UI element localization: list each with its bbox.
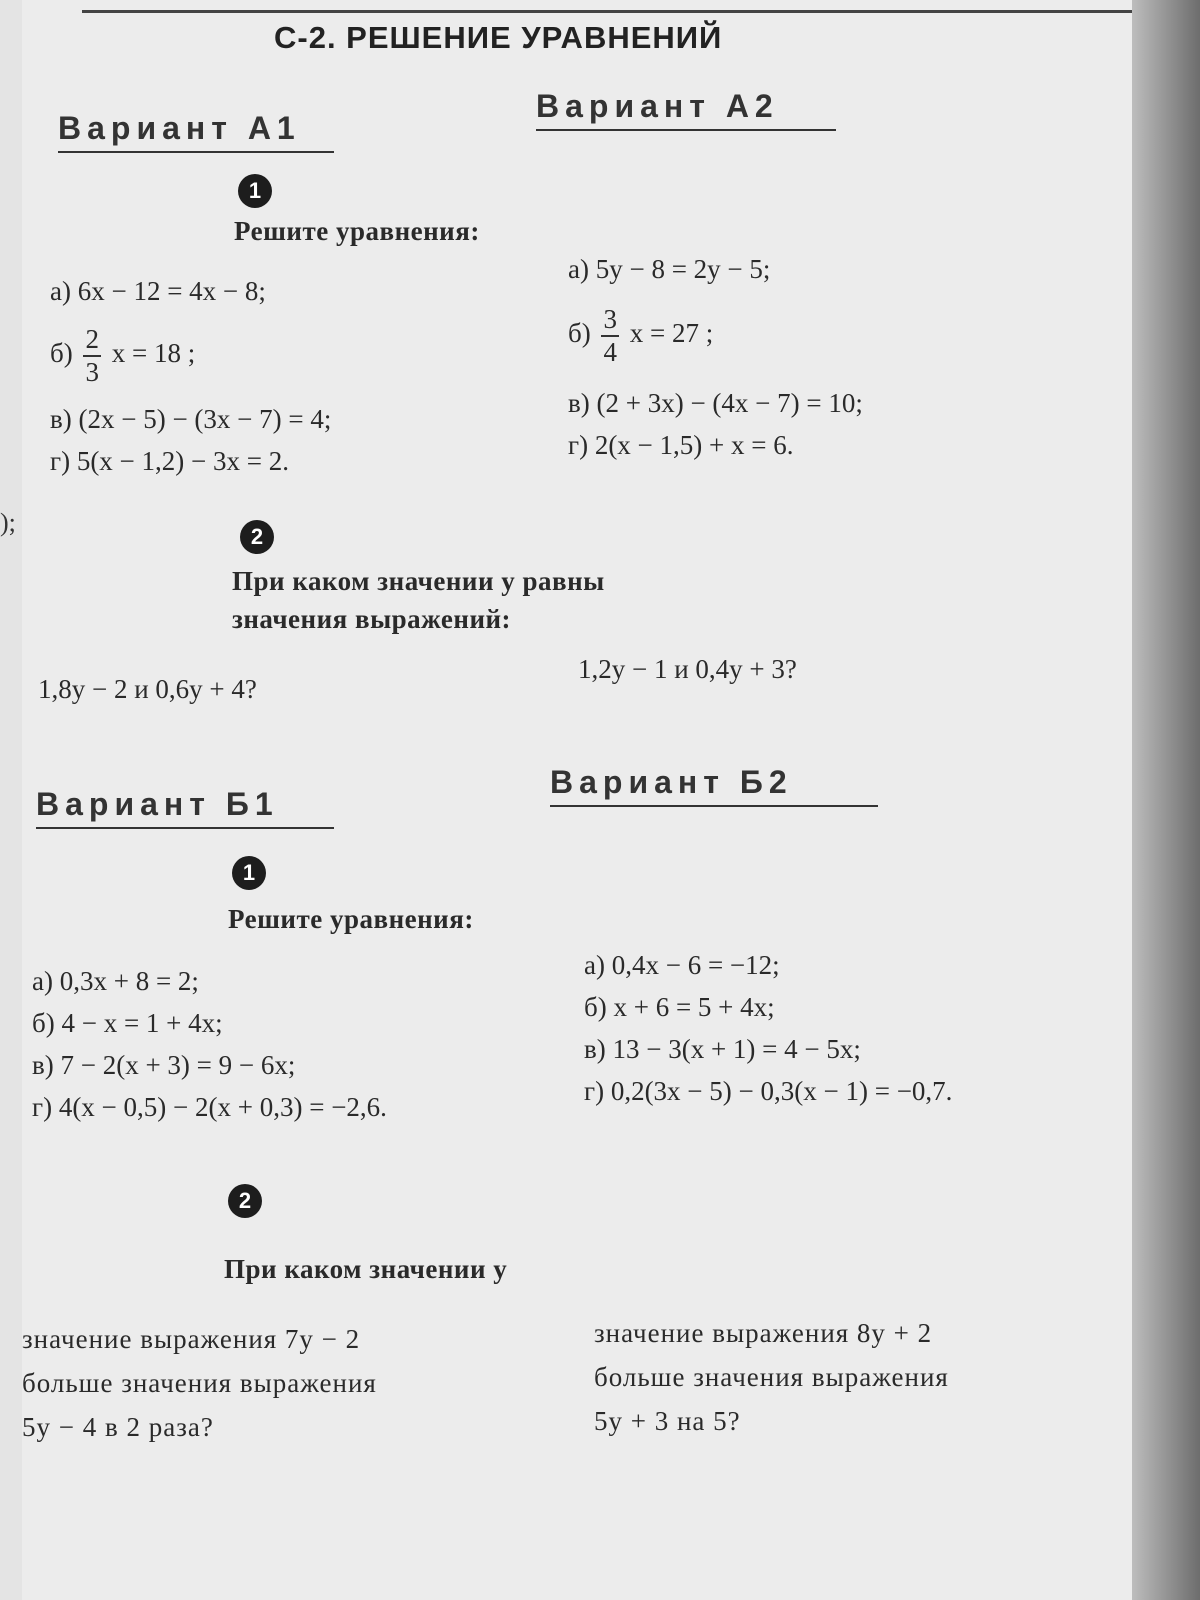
- page-shadow: [1132, 0, 1200, 1600]
- b1-task2-line1: значение выражения 7y − 2: [22, 1324, 361, 1354]
- variant-a1-heading: Вариант А1: [58, 110, 334, 153]
- b2-equation-a: а) 0,4x − 6 = −12;: [584, 950, 780, 980]
- left-page-edge: [0, 0, 22, 1600]
- task2-prompt-a-line2: значения выражений:: [232, 604, 512, 634]
- b1-equation-g: г) 4(x − 0,5) − 2(x + 0,3) = −2,6.: [32, 1092, 387, 1122]
- fraction: $\frac{2}{3}$: [85, 324, 99, 387]
- worksheet-page: [22, 0, 1132, 1600]
- b1-task2-line2: больше значения выражения: [22, 1368, 377, 1398]
- b1-equation-v: в) 7 − 2(x + 3) = 9 − 6x;: [32, 1050, 296, 1080]
- margin-text: );: [0, 508, 16, 537]
- b1-task2-line3: 5y − 4 в 2 раза?: [22, 1412, 214, 1442]
- task1-number-badge-a: 1: [238, 174, 272, 208]
- task2-number-badge-a: 2: [240, 520, 274, 554]
- b2-equation-b: б) x + 6 = 5 + 4x;: [584, 992, 775, 1022]
- task1-prompt-a: Решите уравнения:: [234, 216, 480, 246]
- task2-number-badge-b: 2: [228, 1184, 262, 1218]
- page-title: С-2. РЕШЕНИЕ УРАВНЕНИЙ: [274, 20, 723, 55]
- a1-equation-g: г) 5(x − 1,2) − 3x = 2.: [50, 446, 289, 476]
- task2-prompt-a-line1: При каком значении y равны: [232, 566, 605, 596]
- b2-task2-line2: больше значения выражения: [594, 1362, 949, 1392]
- a1-equation-b: б) $\frac{2}{3}$ x = 18 ;: [50, 324, 196, 387]
- a2-equation-a: а) 5y − 8 = 2y − 5;: [568, 254, 771, 284]
- fraction: $\frac{3}{4}$: [603, 304, 617, 367]
- a2-equation-b: б) $\frac{3}{4}$ x = 27 ;: [568, 304, 714, 367]
- a1-task2-expression: 1,8y − 2 и 0,6y + 4?: [38, 674, 257, 704]
- a1-equation-a: а) 6x − 12 = 4x − 8;: [50, 276, 266, 306]
- variant-b2-heading: Вариант Б2: [550, 764, 878, 807]
- a2-equation-g: г) 2(x − 1,5) + x = 6.: [568, 430, 794, 460]
- top-frame-line: [82, 10, 1132, 13]
- b2-equation-v: в) 13 − 3(x + 1) = 4 − 5x;: [584, 1034, 861, 1064]
- b2-equation-g: г) 0,2(3x − 5) − 0,3(x − 1) = −0,7.: [584, 1076, 953, 1106]
- task1-prompt-b: Решите уравнения:: [228, 904, 474, 934]
- a1-equation-v: в) (2x − 5) − (3x − 7) = 4;: [50, 404, 332, 434]
- task2-prompt-b: При каком значении y: [224, 1254, 508, 1284]
- b1-equation-b: б) 4 − x = 1 + 4x;: [32, 1008, 223, 1038]
- a2-equation-v: в) (2 + 3x) − (4x − 7) = 10;: [568, 388, 863, 418]
- variant-a2-heading: Вариант А2: [536, 88, 836, 131]
- task1-number-badge-b: 1: [232, 856, 266, 890]
- b2-task2-line3: 5y + 3 на 5?: [594, 1406, 741, 1436]
- variant-b1-heading: Вариант Б1: [36, 786, 334, 829]
- b1-equation-a: а) 0,3x + 8 = 2;: [32, 966, 199, 996]
- a2-task2-expression: 1,2y − 1 и 0,4y + 3?: [578, 654, 797, 684]
- b2-task2-line1: значение выражения 8y + 2: [594, 1318, 933, 1348]
